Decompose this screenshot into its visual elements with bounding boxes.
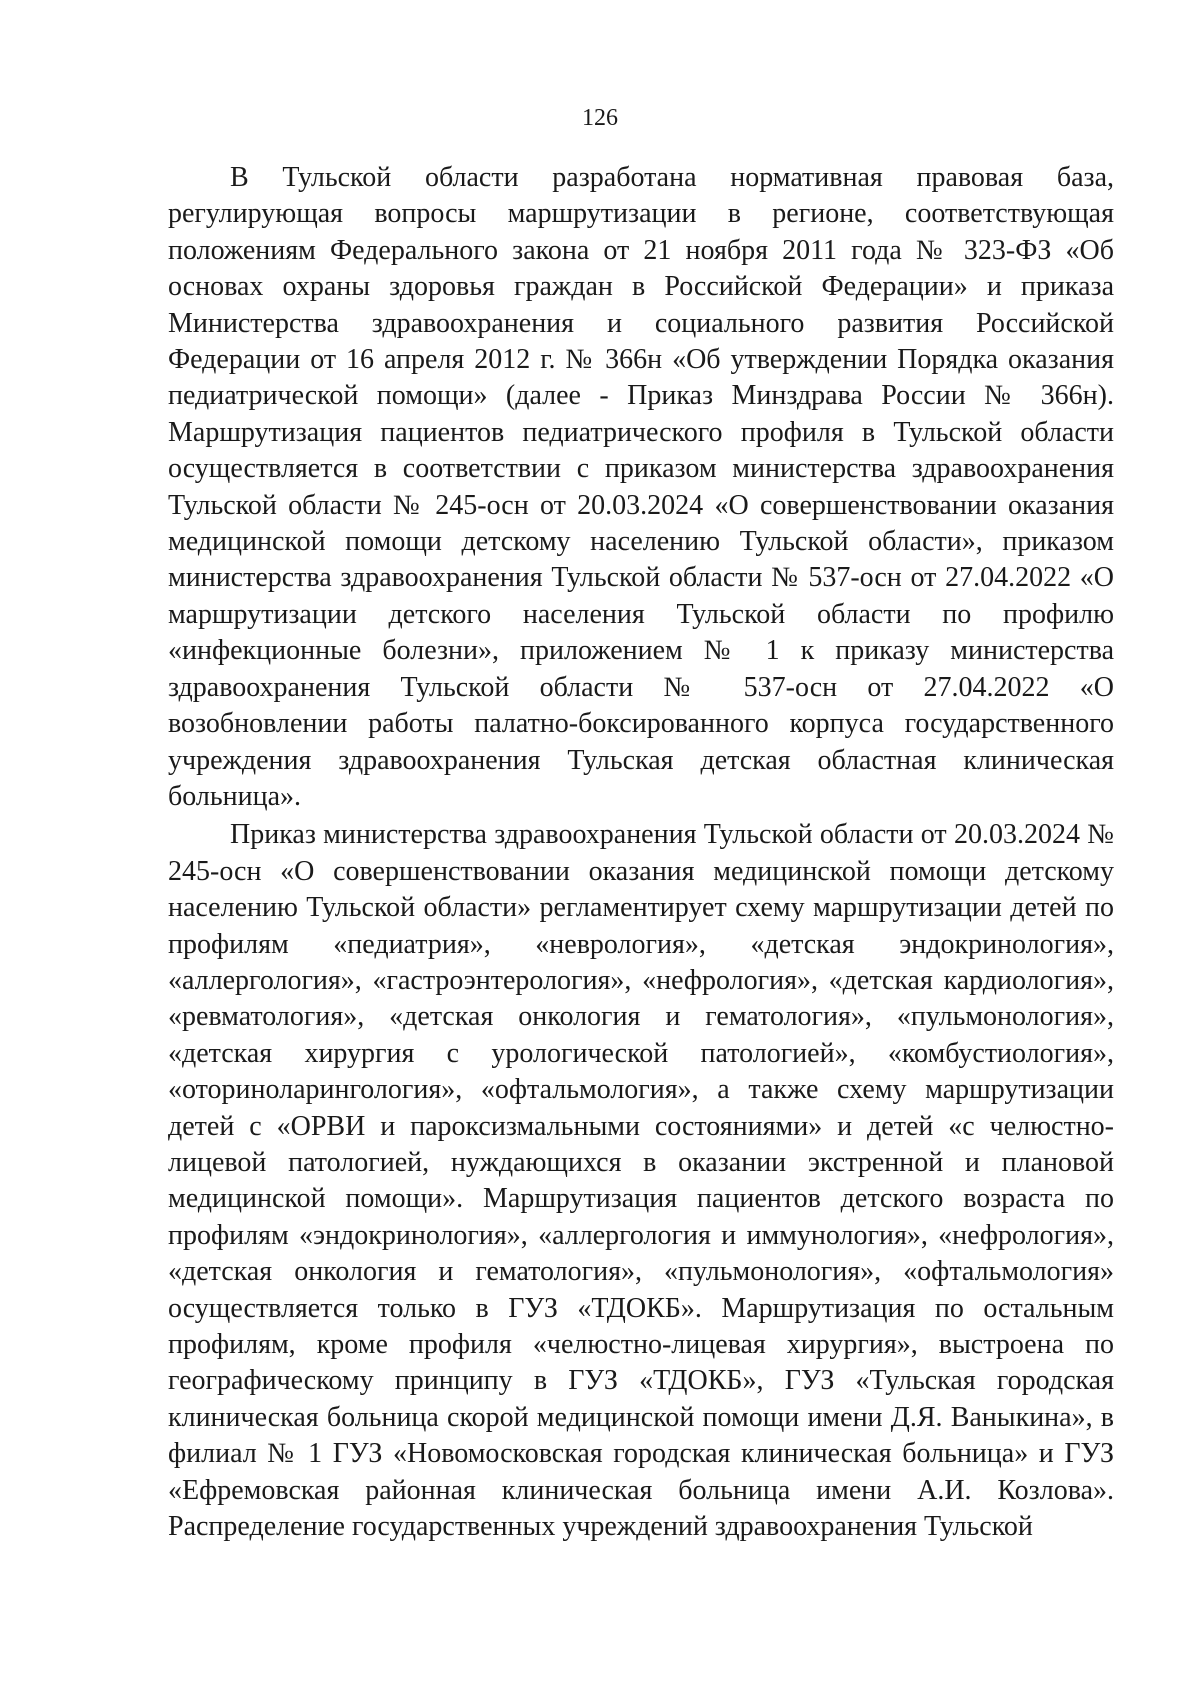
- document-body: [168, 160, 1114, 1545]
- page-number: 126: [582, 105, 618, 131]
- paragraph-routing-legal-base: В Тульской области разработана нормативная правовая база, регулирующая вопросы маршрутизации в регионе, соответствующая положениям Федерального закона от 21 ноября 2011 года № 323-ФЗ «Об основах охраны здоровья граждан в Российской Федерации» и приказа Министерства здравоохранения и социального развития Российской Федерации от 16 апреля 2012 г. № 366н «Об утверждении Порядка оказания педиатрической помощи» (далее - Приказ Минздрава России № 366н). Маршрутизация пациентов педиатрического профиля в Тульской области осуществляется в соответствии с приказом министерства здравоохранения Тульской области № 245-осн от 20.03.2024 «О совершенствовании оказания медицинской помощи детскому населению Тульской области», приказом министерства здравоохранения Тульской области № 537-осн от 27.04.2022 «О маршрутизации детского населения Тульской области по профилю «инфекционные болезни», приложением № 1 к приказу министерства здравоохранения Тульской области № 537-осн от 27.04.2022 «О возобновлении работы палатно-боксированного корпуса государственного учреждения здравоохранения Тульская детская областная клиническая больница».: [168, 162, 1114, 812]
- paragraph-order-245-osn: Приказ министерства здравоохранения Тульской области от 20.03.2024 № 245-осн «О совершенствовании оказания медицинской помощи детскому населению Тульской области» регламентирует схему маршрутизации детей по профилям «педиатрия», «неврология», «детская эндокринология», «аллергология», «гастроэнтерология», «нефрология», «детская кардиология», «ревматология», «детская онкология и гематология», «пульмонология», «детская хирургия с урологической патологией», «комбустиология», «оториноларингология», «офтальмология», а также схему маршрутизации детей с «ОРВИ и пароксизмальными состояниями» и детей «с челюстно-лицевой патологией, нуждающихся в оказании экстренной и плановой медицинской помощи». Маршрутизация пациентов детского возраста по профилям «эндокринология», «аллергология и иммунология», «нефрология», «детская онкология и гематология», «пульмонология», «офтальмология» осуществляется только в ГУЗ «ТДОКБ». Маршрутизация по остальным профилям, кроме профиля «челюстно-лицевая хирургия», выстроена по географическому принципу в ГУЗ «ТДОКБ», ГУЗ «Тульская городская клиническая больница скорой медицинской помощи имени Д.Я. Ваныкина», в филиал № 1 ГУЗ «Новомосковская городская клиническая больница» и ГУЗ «Ефремовская районная клиническая больница имени А.И. Козлова». Распределение государственных учреждений здравоохранения Тульской: [168, 819, 1114, 1543]
